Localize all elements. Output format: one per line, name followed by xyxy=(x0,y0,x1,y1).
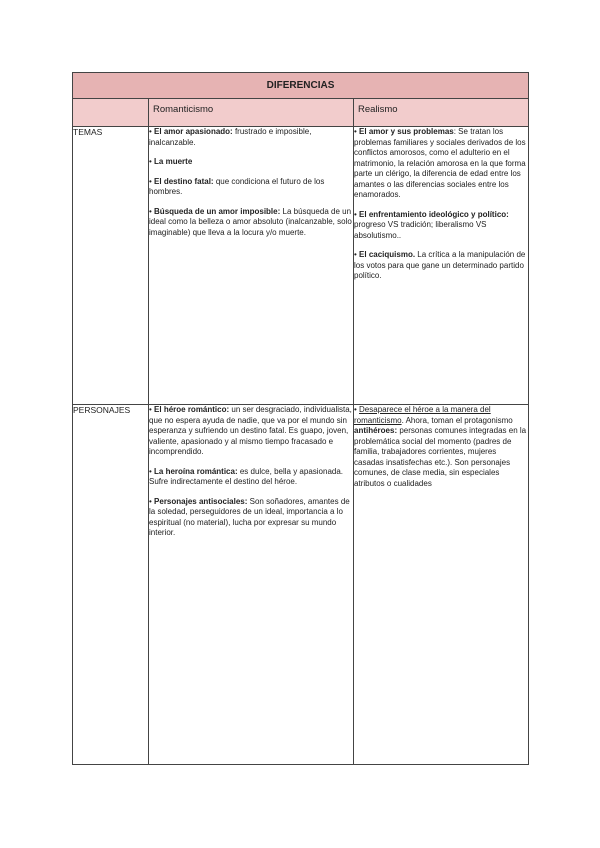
personajes-romanticismo-cell xyxy=(149,405,354,765)
bullet-item: • El caciquismo. La crítica a la manipulación de los votos para que gane un determinado partido político. xyxy=(354,250,526,280)
table-title: DIFERENCIAS xyxy=(73,73,529,99)
temas-realismo-cell xyxy=(354,127,529,405)
bullet-item: • La muerte xyxy=(149,157,193,166)
header-romanticismo: Romanticismo xyxy=(149,99,354,127)
bullet-item: • Personajes antisociales: Son soñadores, amantes de la soledad, perseguidores de un ideal, importancia a lo espiritual (no material), lucha por expresar su mundo interior. xyxy=(149,496,350,537)
temas-romanticismo-cell xyxy=(149,127,354,405)
differences-table xyxy=(72,72,529,765)
bullet-item: • El amor apasionado: frustrado e imposible, inalcanzable. xyxy=(149,127,312,147)
bullet-item: • El destino fatal: que condiciona el futuro de los hombres. xyxy=(149,176,325,196)
personajes-realismo-cell xyxy=(354,405,529,765)
header-empty-cell xyxy=(73,99,149,127)
bullet-item: • El enfrentamiento ideológico y político: progreso VS tradición; liberalismo VS absolutismo.. xyxy=(354,209,509,240)
bullet-item: • El amor y sus problemas: Se tratan los problemas familiares y sociales derivados de los conflictos amorosos, como el adulterio en el matrimonio, la relación amorosa en la que forma parte un clérigo, la diferencia de edad entre los amantes o las diferencias sociales entre los enamorados. xyxy=(354,127,526,199)
bullet-item: • Búsqueda de un amor imposible: La búsqueda de un ideal como la belleza o amor absoluto (inalcanzable, solo imaginable) que lleva a la locura y/o muerte. xyxy=(149,206,352,237)
header-realismo: Realismo xyxy=(354,99,529,127)
bullet-item: • La heroína romántica: es dulce, bella y apasionada. Sufre indirectamente el destino del héroe. xyxy=(149,466,344,486)
row-label-personajes: PERSONAJES xyxy=(73,405,149,765)
bullet-item: • El héroe romántico: un ser desgraciado, individualista, que no espera ayuda de nadie, que va por el mundo sin esperanza y sufriendo un destino fatal. Es guapo, joven, valiente, apasionado y al mismo tiempo fracasado e incomprendido. xyxy=(149,405,352,456)
bullet-item: • Desaparece el héroe a la manera del romanticismo. Ahora, toman el protagonismo antihéroes: personas comunes integradas en la problemática social del momento (padres de familia, trabajadores corrientes, mujeres casadas insatisfechas etc.). Son personajes comunes, de clase media, sin especiales atributos o cualidades xyxy=(354,405,527,488)
row-label-temas: TEMAS xyxy=(73,127,149,405)
